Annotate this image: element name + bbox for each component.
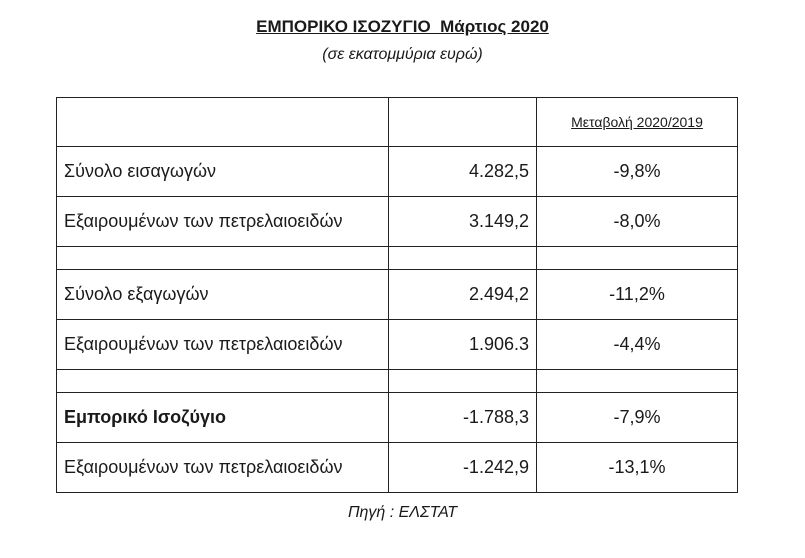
row-label: Εξαιρουμένων των πετρελαιοειδών xyxy=(57,443,389,493)
row-value: 2.494,2 xyxy=(389,270,537,320)
spacer-cell xyxy=(537,247,738,270)
table-row-trade-balance xyxy=(57,393,738,443)
row-change: -13,1% xyxy=(537,443,738,493)
header-change-cell: Μεταβολή 2020/2019 xyxy=(537,98,738,147)
row-value: 3.149,2 xyxy=(389,197,537,247)
row-label: Εξαιρουμένων των πετρελαιοειδών xyxy=(57,197,389,247)
spacer-cell xyxy=(537,370,738,393)
row-value: 1.906.3 xyxy=(389,320,537,370)
row-change: -9,8% xyxy=(537,147,738,197)
row-value: -1.788,3 xyxy=(389,393,537,443)
row-value: 4.282,5 xyxy=(389,147,537,197)
table-header-row xyxy=(57,98,738,147)
table-row xyxy=(57,197,738,247)
row-change: -11,2% xyxy=(537,270,738,320)
row-change: -7,9% xyxy=(537,393,738,443)
row-change: -4,4% xyxy=(537,320,738,370)
table-row xyxy=(57,320,738,370)
spacer-cell xyxy=(57,247,389,270)
header-label-cell xyxy=(57,98,389,147)
table-row xyxy=(57,147,738,197)
row-label: Εξαιρουμένων των πετρελαιοειδών xyxy=(57,320,389,370)
spacer-row xyxy=(57,247,738,270)
table-row xyxy=(57,270,738,320)
page-title: ΕΜΠΟΡΙΚΟ ΙΣΟΖΥΓΙΟ Μάρτιος 2020 xyxy=(256,17,549,36)
row-label: Εμπορικό Ισοζύγιο xyxy=(57,393,389,443)
spacer-cell xyxy=(389,247,537,270)
spacer-row xyxy=(57,370,738,393)
header-value-cell xyxy=(389,98,537,147)
trade-balance-table xyxy=(56,97,738,493)
spacer-cell xyxy=(57,370,389,393)
row-change: -8,0% xyxy=(537,197,738,247)
page-subtitle: (σε εκατομμύρια ευρώ) xyxy=(322,46,483,63)
table-row xyxy=(57,443,738,493)
spacer-cell xyxy=(389,370,537,393)
source-note: Πηγή : ΕΛΣΤΑΤ xyxy=(347,504,458,521)
row-label: Σύνολο εξαγωγών xyxy=(57,270,389,320)
row-value: -1.242,9 xyxy=(389,443,537,493)
row-label: Σύνολο εισαγωγών xyxy=(57,147,389,197)
